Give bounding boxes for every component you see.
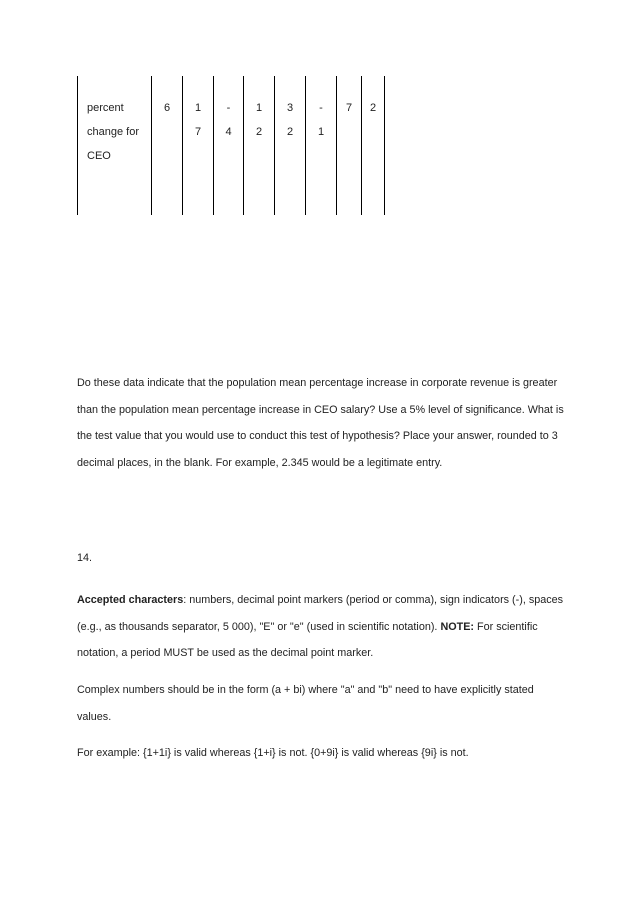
table-value: -: [226, 102, 231, 114]
table-value-cell: [183, 96, 213, 144]
table-value: 6: [163, 102, 171, 114]
table-value-column: [361, 76, 385, 215]
table-value: 2: [286, 126, 294, 138]
table-value: 3: [286, 102, 294, 114]
question-paragraph: Do these data indicate that the population mean percentage increase in corporate revenue is greater than the population mean percentage increase in CEO salary? Use a 5% level of significance. What is the test value that you would use to conduct this test of hypothesis? Place your answer, rounded to 3 decimal places, in the blank. For example, 2.345 would be a legitimate entry.: [77, 377, 564, 469]
note-label: NOTE:: [440, 620, 475, 633]
table-value-column: [336, 76, 361, 215]
table-value-cell: [275, 96, 305, 144]
table-value: 1: [317, 126, 325, 138]
accepted-characters-label: Accepted characters: [77, 594, 184, 606]
table-label-line: change for: [87, 126, 139, 138]
table-value-column: [213, 76, 243, 215]
data-table: [77, 76, 385, 215]
table-value-cell: [244, 96, 274, 144]
table-label-cell: [87, 96, 139, 168]
note-text: For scientific notation, a period MUST be used as the decimal point marker.: [77, 620, 538, 659]
table-value: 7: [345, 102, 353, 114]
table-value: 1: [255, 102, 263, 114]
table-value: 4: [225, 126, 232, 138]
accepted-characters-paragraph: [77, 587, 567, 667]
table-value-column: [182, 76, 213, 215]
complex-numbers-paragraph: Complex numbers should be in the form (a + bi) where "a" and "b" need to have explicitly stated values.: [77, 684, 534, 723]
table-label-line: CEO: [87, 150, 111, 162]
table-value-cell: [362, 96, 384, 120]
question-number: 14.: [77, 552, 93, 564]
table-value: -: [319, 102, 323, 114]
table-value-cell: [214, 96, 243, 144]
table-value: 7: [194, 126, 202, 138]
table-value: 2: [255, 126, 263, 138]
table-value-column: [274, 76, 305, 215]
table-value-column: [151, 76, 182, 215]
table-label-column: [77, 76, 151, 215]
table-value-column: [305, 76, 336, 215]
table-value-cell: [337, 96, 361, 120]
table-value-column: [243, 76, 274, 215]
table-value: 2: [369, 102, 377, 114]
table-value: 1: [194, 102, 202, 114]
example-paragraph: For example: {1+1i} is valid whereas {1+i} is not. {0+9i} is valid whereas {9i} is not.: [77, 747, 469, 759]
table-label-line: percent: [87, 102, 124, 114]
accepted-characters-text: : numbers, decimal point markers (period or comma), sign indicators (-), spaces (e.g., as thousands separator, 5 000), "E" or "e" (used in scientific notation).: [77, 594, 564, 633]
table-value-cell: [152, 96, 182, 120]
table-value-cell: [306, 96, 336, 144]
